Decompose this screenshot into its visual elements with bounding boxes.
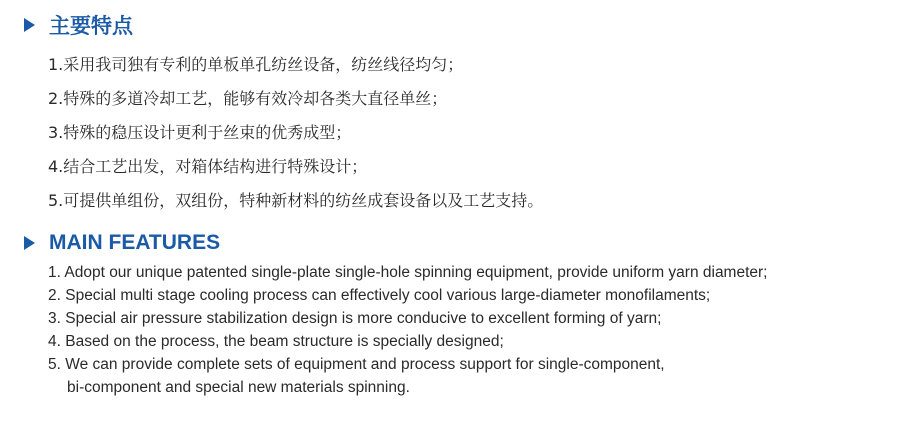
chinese-feature-item: 1.采用我司独有专利的单板单孔纺丝设备，纺丝线径均匀；	[48, 55, 464, 74]
chinese-feature-item: 2.特殊的多道冷却工艺，能够有效冷却各类大直径单丝；	[48, 89, 448, 108]
english-feature-item	[48, 353, 903, 399]
english-feature-list	[0, 261, 903, 399]
chinese-feature-item: 3.特殊的稳压设计更利于丝束的优秀成型；	[48, 123, 352, 142]
english-feature-item-5-line-1: 5. We can provide complete sets of equipment and process support for single-component,	[48, 356, 665, 373]
english-feature-item-5-line-2: bi-component and special new materials spinning.	[67, 379, 410, 396]
chinese-feature-item: 4.结合工艺出发，对箱体结构进行特殊设计；	[48, 157, 368, 176]
triangle-bullet-icon	[24, 236, 35, 250]
chinese-features-section	[0, 10, 903, 218]
english-heading-text: MAIN FEATURES	[49, 231, 221, 254]
chinese-heading-text: 主要特点	[49, 14, 133, 38]
english-feature-item: 3. Special air pressure stabilization design is more conducive to excellent forming of yarn;	[48, 310, 662, 327]
chinese-feature-item: 5.可提供单组份，双组份，特种新材料的纺丝成套设备以及工艺支持。	[48, 191, 544, 210]
chinese-section-heading	[0, 10, 903, 40]
english-section-heading	[0, 228, 903, 258]
english-feature-item: 2. Special multi stage cooling process can effectively cool various large-diameter monofilaments;	[48, 287, 711, 304]
english-features-section	[0, 228, 903, 399]
english-feature-item: 4. Based on the process, the beam structure is specially designed;	[48, 333, 504, 350]
triangle-bullet-icon	[24, 18, 35, 32]
english-feature-item: 1. Adopt our unique patented single-plate single-hole spinning equipment, provide uniform yarn diameter;	[48, 264, 768, 281]
chinese-feature-list	[0, 48, 903, 218]
